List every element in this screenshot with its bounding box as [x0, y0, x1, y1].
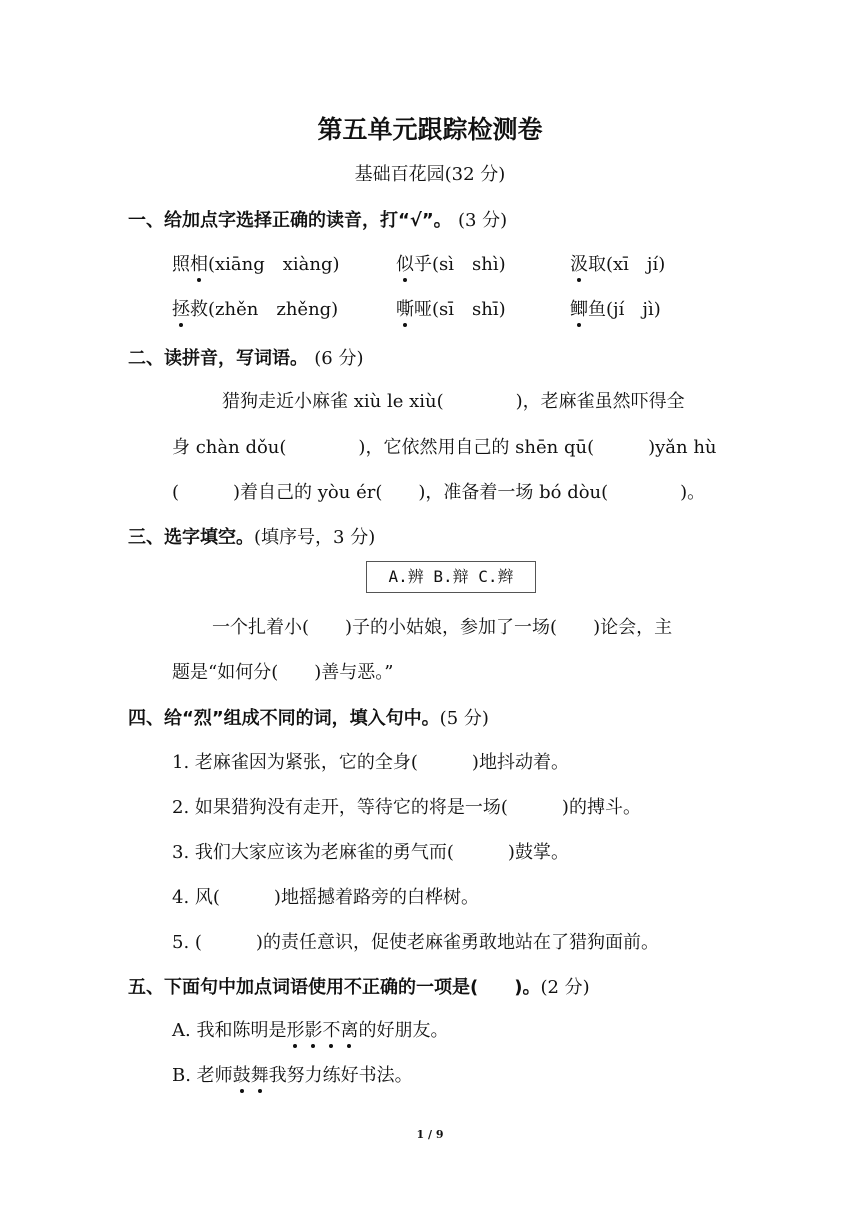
dotted-char: 鲫 — [570, 295, 588, 321]
dotted-char: 形 — [286, 1016, 304, 1042]
list-item: 2. 如果猎狗没有走开，等待它的将是一场( )的搏斗。 — [172, 797, 641, 818]
choice-a: A. 我和陈明是形影不离的好朋友。 — [172, 1016, 448, 1042]
question-1-heading — [128, 206, 507, 232]
pinyin-options: (jí jì) — [606, 299, 661, 320]
question-4-label: 四、给“烈”组成不同的词，填入句中。 — [128, 708, 440, 729]
pinyin-item: 照相(xiāng xiàng) — [172, 250, 340, 276]
passage-line: ( )着自己的 yòu ér( )，准备着一场 bó dòu( )。 — [172, 482, 706, 503]
dotted-char: 离 — [340, 1016, 358, 1042]
dotted-char: 不 — [322, 1016, 340, 1042]
pinyin-options: (xiāng xiàng) — [208, 254, 340, 275]
dotted-char: 嘶 — [396, 295, 414, 321]
pinyin-options: (zhěn zhěng) — [208, 299, 339, 320]
pinyin-item: 汲取(xī jí) — [570, 250, 665, 276]
page-title: 第五单元跟踪检测卷 — [317, 115, 543, 144]
question-2-points: (6 分) — [314, 348, 364, 369]
pinyin-item: 鲫鱼(jí jì) — [570, 295, 661, 321]
dotted-char: 鼓 — [233, 1061, 251, 1087]
question-5-heading — [128, 973, 590, 999]
question-3-label: 三、选字填空。 — [128, 527, 254, 548]
list-item: 5. ( )的责任意识，促使老麻雀勇敢地站在了猎狗面前。 — [172, 932, 659, 953]
passage-line: 题是“如何分( )善与恶。” — [172, 662, 394, 683]
pinyin-item: 嘶哑(sī shī) — [396, 295, 506, 321]
pinyin-options: (xī jí) — [606, 254, 666, 275]
options-box: A.辨 B.辩 C.辫 — [366, 561, 536, 593]
question-4-points: (5 分) — [439, 708, 489, 729]
choice-b: B. 老师鼓舞我努力练好书法。 — [172, 1061, 413, 1087]
list-item: 1. 老麻雀因为紧张，它的全身( )地抖动着。 — [172, 752, 569, 773]
question-5-points: (2 分) — [540, 977, 590, 998]
pinyin-options: (sì shì) — [432, 254, 506, 275]
pinyin-options: (sī shī) — [432, 299, 506, 320]
question-1-label: 一、给加点字选择正确的读音，打“√”。 — [128, 210, 452, 231]
passage-line: 猎狗走近小麻雀 xiù le xiù( )，老麻雀虽然吓得全 — [222, 391, 685, 412]
question-5-label: 五、下面句中加点词语使用不正确的一项是( )。 — [128, 977, 541, 998]
question-2-label: 二、读拼音，写词语。 — [128, 348, 308, 369]
dotted-char: 似 — [396, 250, 414, 276]
pinyin-item: 拯救(zhěn zhěng) — [172, 295, 338, 321]
question-2-heading — [128, 344, 364, 370]
pinyin-item: 似乎(sì shì) — [396, 250, 506, 276]
page-number: 1 / 9 — [416, 1128, 444, 1141]
passage-line: 一个扎着小( )子的小姑娘，参加了一场( )论会，主 — [212, 617, 673, 638]
question-4-heading — [128, 704, 489, 730]
passage-line: 身 chàn dǒu( )，它依然用自己的 shēn qū( )yǎn hù — [172, 437, 717, 458]
dotted-char: 汲 — [570, 250, 588, 276]
dotted-char: 拯 — [172, 295, 190, 321]
list-item: 3. 我们大家应该为老麻雀的勇气而( )鼓掌。 — [172, 842, 569, 863]
dotted-char: 影 — [304, 1016, 322, 1042]
question-3-points: (填序号，3 分) — [254, 527, 376, 548]
list-item: 4. 风( )地摇撼着路旁的白桦树。 — [172, 887, 479, 908]
question-1-points: (3 分) — [457, 210, 508, 231]
dotted-char: 相 — [190, 250, 208, 276]
question-3-heading — [128, 523, 375, 549]
section-subtitle: 基础百花园(32 分) — [354, 164, 506, 185]
dotted-char: 舞 — [251, 1061, 269, 1087]
